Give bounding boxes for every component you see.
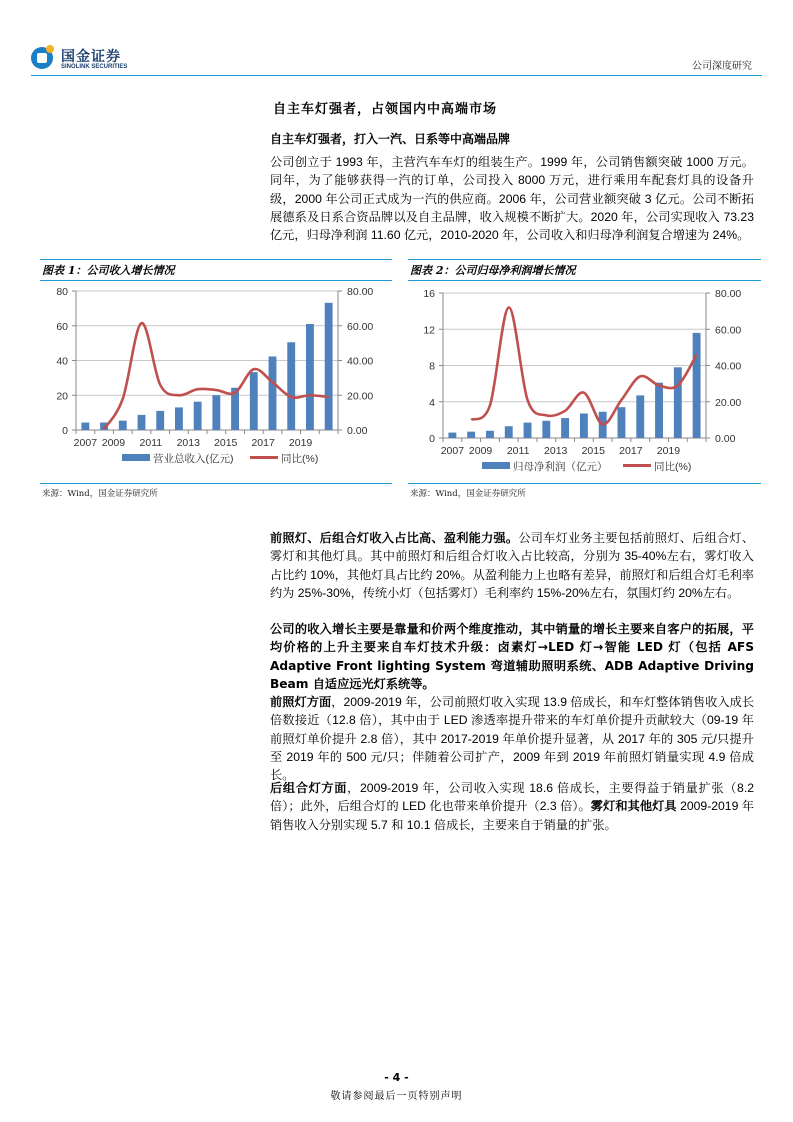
bar: [194, 402, 202, 430]
figure-1-title-rule: [40, 280, 392, 281]
legend-bar-label: 营业总收入(亿元): [153, 453, 234, 465]
lamp-mix-lead: 前照灯、后组合灯收入占比高、盈利能力强。: [270, 531, 519, 545]
y-left-tick-label: 60: [56, 320, 68, 333]
page-number: - 4 -: [384, 1071, 409, 1084]
intro-paragraph: 公司创立于 1993 年，主营汽车车灯的组装生产。1999 年，公司销售额突破 1000 万元。同年，为了能够获得一汽的订单，公司投入 8000 万元，进行乘用车配套灯具的设备升级，2000 年公司正式成为一汽的供应商。2006 年，公司营业额突破 3 亿元。公司不断拓展德系及日系合资品牌以及自主品牌，收入规模不断扩大。2020 年，公司实现收入 73.23 亿元，归母净利润 11.60 亿元，2010-2020 年，公司收入和归母净利润复合增速为 24%。: [270, 155, 754, 243]
y-right-tick-label: 40.00: [347, 355, 374, 368]
y-left-tick-label: 20: [56, 390, 68, 403]
figure-2-bottom-rule: [408, 483, 761, 484]
x-tick-label: 2019: [656, 445, 681, 457]
bar: [269, 357, 277, 430]
legend-line-label: 同比(%): [654, 461, 692, 473]
y-left-tick-label: 80: [56, 286, 68, 298]
bar: [119, 421, 127, 430]
y-left-tick-label: 4: [429, 396, 435, 409]
bar: [655, 383, 663, 438]
bar: [250, 372, 258, 430]
y-right-tick-label: 0.00: [715, 433, 736, 445]
legend-line-label: 同比(%): [281, 453, 319, 465]
figure-2-source: 来源：Wind，国金证券研究所: [410, 489, 526, 499]
fog-lamp-text: 2009-2019 年销售收入分别实现 5.7 和 10.1 倍成长，主要来自于销量的扩张。: [270, 799, 755, 832]
x-tick-label: 2007: [73, 437, 98, 449]
bar: [325, 303, 333, 430]
y-right-tick-label: 20.00: [715, 396, 742, 409]
x-tick-label: 2009: [101, 437, 126, 449]
y-left-tick-label: 12: [423, 324, 435, 337]
x-tick-label: 2013: [176, 437, 200, 449]
bar: [580, 414, 588, 438]
rear-lamp-paragraph: [270, 779, 754, 834]
net-profit-chart: [400, 282, 770, 477]
section-title: 自主车灯强者，占领国内中高端市场: [273, 102, 498, 117]
section-subtitle: 自主车灯强者，打入一汽、日系等中高端品牌: [270, 132, 511, 146]
bar: [693, 333, 701, 438]
rear-lamp-text: ，2009-2019 年，公司收入实现 18.6 倍成长，主要得益于销量扩张（8.2 倍）；此外，后组合灯的 LED 化也带来单价提升（2.3 倍）。: [270, 781, 755, 814]
x-tick-label: 2017: [251, 437, 275, 449]
bar: [448, 433, 456, 438]
revenue-chart: [30, 282, 400, 472]
headlamp-text: ，2009-2019 年，公司前照灯收入实现 13.9 倍成长，和车灯整体销售收入成长倍数接近（12.8 倍），其中由于 LED 渗透率提升带来的车灯单价提升贡献较大（09-19 年前照灯单价提升 2.8 倍），其中 2017-2019 年单价提升显著，从 2017 年的 305 元/只提升至 2019 年的 500 元/只；伴随着公司扩产，2009 年到 2019 年前照灯销量实现 4.9 倍成长。: [270, 695, 755, 783]
figure-2-title-rule: [408, 280, 761, 281]
logo-dot-icon: [46, 45, 54, 53]
disclaimer-note: 敬请参阅最后一页特别声明: [330, 1091, 463, 1102]
bar: [81, 423, 89, 430]
logo-english-name: SINOLINK SECURITIES: [61, 64, 128, 70]
lamp-mix-text: 公司车灯业务主要包括前照灯、后组合灯、雾灯和其他灯具。其中前照灯和后组合灯收入占比较高，分别为 35-40%左右，雾灯收入占比约 10%，其他灯具占比约 20%。从盈利能力上也略有差异，前照灯和后组合灯毛利率约为 25%-30%，传统小灯（包括雾灯）毛利率约 15%-20%左右，氛围灯约 20%左右。: [270, 531, 755, 600]
x-tick-label: 2009: [468, 445, 493, 457]
x-tick-label: 2015: [214, 437, 238, 449]
bar: [156, 411, 164, 430]
bar: [175, 407, 183, 430]
lamp-mix-paragraph: [270, 529, 754, 602]
y-left-tick-label: 40: [56, 355, 68, 368]
x-tick-label: 2011: [506, 445, 530, 457]
x-tick-label: 2007: [440, 445, 465, 457]
x-tick-label: 2013: [544, 445, 568, 457]
sinolink-logo: [31, 45, 151, 73]
x-tick-label: 2019: [288, 437, 313, 449]
report-type-label: 公司深度研究: [692, 61, 752, 72]
figure-1-source: 来源：Wind，国金证券研究所: [42, 489, 158, 499]
figure-2-top-rule: [408, 259, 761, 260]
y-left-tick-label: 16: [423, 288, 435, 300]
y-left-tick-label: 0: [62, 425, 68, 437]
bar: [524, 423, 532, 438]
bar: [287, 342, 295, 430]
y-right-tick-label: 0.00: [347, 425, 368, 437]
x-tick-label: 2011: [139, 437, 163, 449]
figure-2-title: 图表 2：公司归母净利润增长情况: [410, 264, 576, 277]
y-left-tick-label: 8: [429, 360, 435, 373]
bar: [561, 418, 569, 438]
y-right-tick-label: 80.00: [347, 286, 374, 298]
bar: [306, 324, 314, 430]
figure-1-title: 图表 1：公司收入增长情况: [42, 264, 175, 277]
bar: [674, 367, 682, 438]
bar: [542, 421, 550, 438]
bar: [636, 395, 644, 438]
x-tick-label: 2015: [581, 445, 605, 457]
figure-1-bottom-rule: [40, 483, 392, 484]
y-right-tick-label: 80.00: [715, 288, 742, 300]
y-left-tick-label: 0: [429, 433, 435, 445]
bar: [467, 432, 475, 438]
rear-lamp-lead: 后组合灯方面: [270, 781, 348, 795]
legend-bar-swatch: [482, 462, 510, 469]
y-right-tick-label: 20.00: [347, 390, 374, 403]
headlamp-lead: 前照灯方面: [270, 695, 332, 709]
figure-1-top-rule: [40, 259, 392, 260]
bar: [212, 395, 220, 430]
logo-chinese-name: 国金证券: [61, 49, 121, 65]
bar: [138, 415, 146, 430]
fog-lamp-lead: 雾灯和其他灯具: [590, 799, 677, 814]
headlamp-paragraph: [270, 693, 754, 784]
legend-bar-swatch: [122, 454, 150, 461]
growth-drivers-text: 公司的收入增长主要是靠量和价两个维度推动，其中销量的增长主要来自客户的拓展，平均价格的上升主要来自车灯技术升级：卤素灯→LED 灯→智能 LED 灯（包括 AFS Adaptive Front lighting System 弯道辅助照明系统、ADB Adaptive Driving Beam 自适应远光灯系统等。: [270, 622, 754, 691]
x-tick-label: 2017: [619, 445, 643, 457]
legend-bar-label: 归母净利润（亿元）: [513, 461, 608, 473]
y-right-tick-label: 60.00: [715, 324, 742, 337]
bar: [486, 431, 494, 438]
bar: [505, 426, 513, 438]
header-divider: [31, 75, 762, 76]
bar: [618, 407, 626, 438]
y-right-tick-label: 60.00: [347, 320, 374, 333]
y-right-tick-label: 40.00: [715, 360, 742, 373]
growth-drivers-paragraph: [270, 620, 754, 693]
